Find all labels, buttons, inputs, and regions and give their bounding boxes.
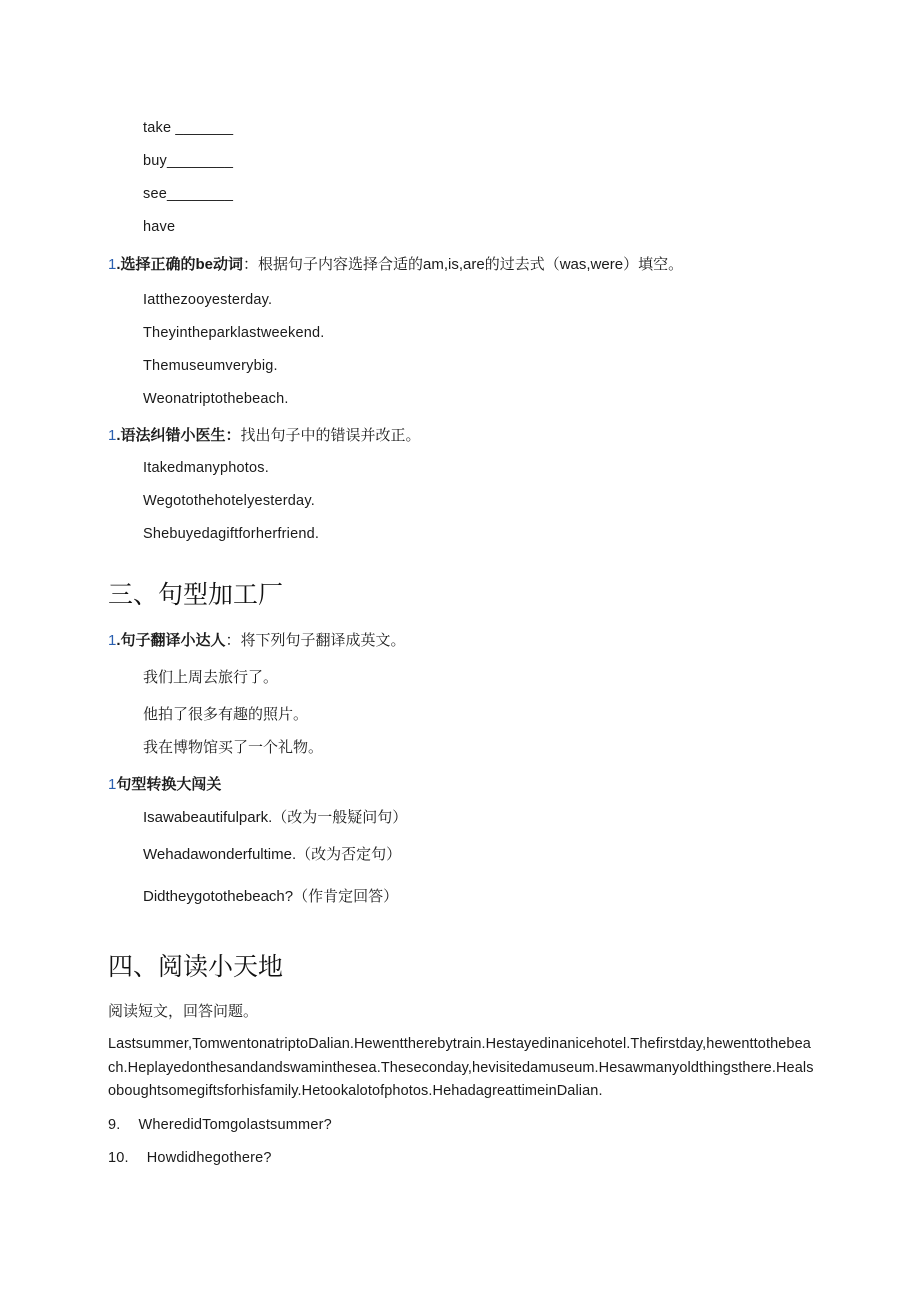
section-heading: 三、句型加工厂 xyxy=(108,581,284,609)
exercise-item: 我们上周去旅行了。 xyxy=(143,669,279,686)
exercise-item: Wehadawonderfultime.（改为否定句） xyxy=(143,846,402,863)
exercise-item: Theyintheparklastweekend. xyxy=(143,325,325,341)
exercise-item: Itakedmanyphotos. xyxy=(143,460,269,476)
exercise-item: 我在博物馆买了一个礼物。 xyxy=(143,739,324,756)
section-title: .选择正确的be动词 xyxy=(116,256,244,273)
question xyxy=(108,1116,332,1134)
section-title: .语法纠错小医生： xyxy=(116,427,241,444)
exercise-item: Wegotothehotelyesterday. xyxy=(143,493,315,509)
reading-passage: Lastsummer,TomwentonatriptoDalian.Hewenttherebytrain.Hestayedinanicehotel.Thefirstday,hewenttothebeach.Heplayedonthesandandswaminthesea.Theseconday,hevisitedamuseum.Hesawmanyoldthingsthere.Healsoboughtsomegiftsforhisfamily.Hetookalotofphotos.HehadagreattimeinDalian. xyxy=(108,1036,814,1099)
section-title: 句型转换大闯关 xyxy=(116,776,222,793)
verb-item: buy________ xyxy=(143,153,234,169)
verb-item: take _______ xyxy=(143,120,234,136)
exercise-item: Themuseumverybig. xyxy=(143,358,278,374)
section-instruction: 找出句子中的错误并改正。 xyxy=(240,427,421,444)
section-transform-title xyxy=(108,775,221,795)
question-text: Howdidhegothere? xyxy=(146,1150,272,1166)
section-instruction: ：将下列句子翻译成英文。 xyxy=(225,632,406,649)
exercise-item: Iatthezooyesterday. xyxy=(143,292,273,308)
section-number: 1 xyxy=(108,256,117,273)
exercise-item: Didtheygotothebeach?（作肯定回答） xyxy=(143,888,399,905)
section-number: 1 xyxy=(108,776,117,793)
exercise-item: 他拍了很多有趣的照片。 xyxy=(143,706,309,723)
exercise-item: Isawabeautifulpark.（改为一般疑问句） xyxy=(143,809,408,826)
exercise-item: Weonatriptothebeach. xyxy=(143,391,289,407)
section-instruction: ：根据句子内容选择合适的am,is,are的过去式（was,were）填空。 xyxy=(243,256,684,273)
section-heading: 四、阅读小天地 xyxy=(108,953,284,981)
question-text: WheredidTomgolastsummer? xyxy=(138,1117,332,1133)
section-number: 1 xyxy=(108,632,117,649)
question xyxy=(108,1149,272,1167)
section-grammar-title xyxy=(108,426,421,446)
question-number: 10. xyxy=(108,1150,129,1166)
verb-item: see________ xyxy=(143,186,234,202)
question-number: 9. xyxy=(108,1117,121,1133)
verb-item: have xyxy=(143,219,176,235)
section-title: .句子翻译小达人 xyxy=(116,632,226,649)
section-be-title xyxy=(108,255,683,275)
exercise-item: Shebuyedagiftforherfriend. xyxy=(143,526,320,542)
section-number: 1 xyxy=(108,427,117,444)
reading-instruction: 阅读短文，回答问题。 xyxy=(108,1003,259,1020)
section-translate-title xyxy=(108,631,406,651)
